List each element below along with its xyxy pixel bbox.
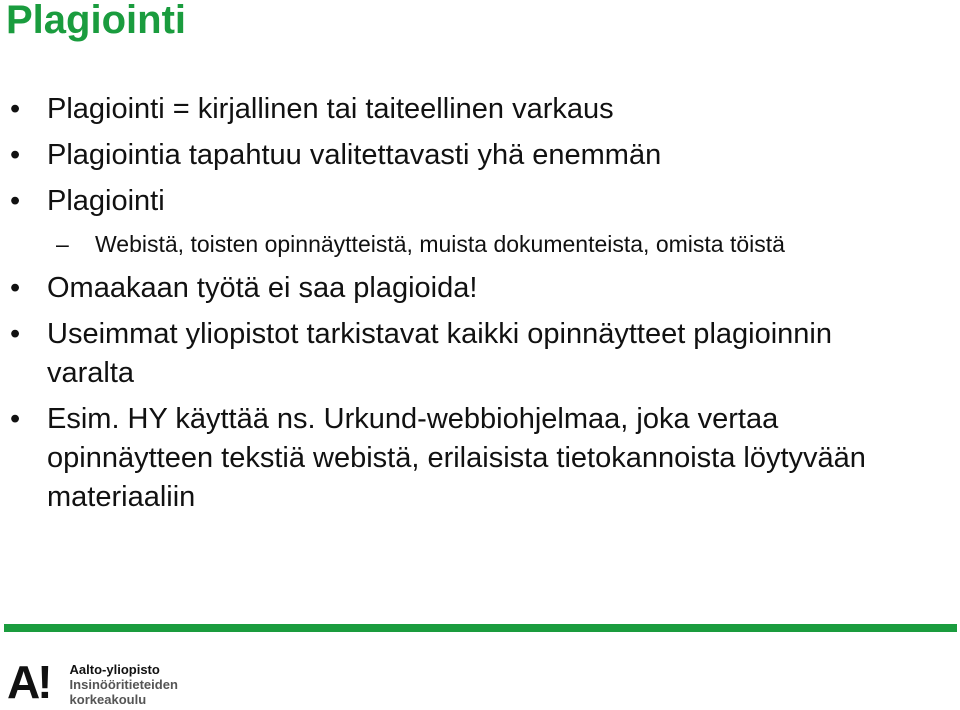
sub-bullet-item <box>0 228 960 261</box>
logo-text <box>70 662 178 707</box>
bullet-item <box>0 400 960 517</box>
slide-title: Plagiointi <box>6 0 186 42</box>
bullet-icon: • <box>10 403 21 435</box>
dash-icon: – <box>56 231 69 257</box>
bullet-item <box>0 269 960 308</box>
footer-divider <box>4 624 957 632</box>
bullet-item <box>0 182 960 221</box>
bullet-item <box>0 315 960 393</box>
aalto-logo <box>7 656 178 708</box>
bullet-icon: • <box>10 93 21 125</box>
bullet-text: Plagiointia tapahtuu valitettavasti yhä enemmän <box>47 139 662 171</box>
bullet-list <box>0 90 960 524</box>
logo-school-name-2: korkeakoulu <box>69 692 147 707</box>
logo-school-name: Insinööritieteiden <box>69 677 178 692</box>
bullet-text: Plagiointi <box>47 185 165 217</box>
aalto-logo-icon: A! <box>7 656 50 708</box>
bullet-text: Useimmat yliopistot tarkistavat kaikki opinnäytteet plagioinnin varalta <box>47 318 832 389</box>
bullet-icon: • <box>10 318 21 350</box>
bullet-text: Plagiointi = kirjallinen tai taiteellinen varkaus <box>47 93 614 125</box>
bullet-text: Omaakaan työtä ei saa plagioida! <box>47 272 478 304</box>
bullet-item <box>0 136 960 175</box>
bullet-text: Esim. HY käyttää ns. Urkund-webbiohjelmaa, joka vertaa opinnäytteen tekstiä webistä, erilaisista tietokannoista löytyvään materiaaliin <box>47 403 866 513</box>
bullet-icon: • <box>10 139 21 171</box>
logo-university-name: Aalto-yliopisto <box>69 662 160 677</box>
bullet-icon: • <box>10 272 21 304</box>
sub-bullet-text: Webistä, toisten opinnäytteistä, muista dokumenteista, omista töistä <box>95 231 785 257</box>
bullet-item <box>0 90 960 129</box>
bullet-icon: • <box>10 185 21 217</box>
